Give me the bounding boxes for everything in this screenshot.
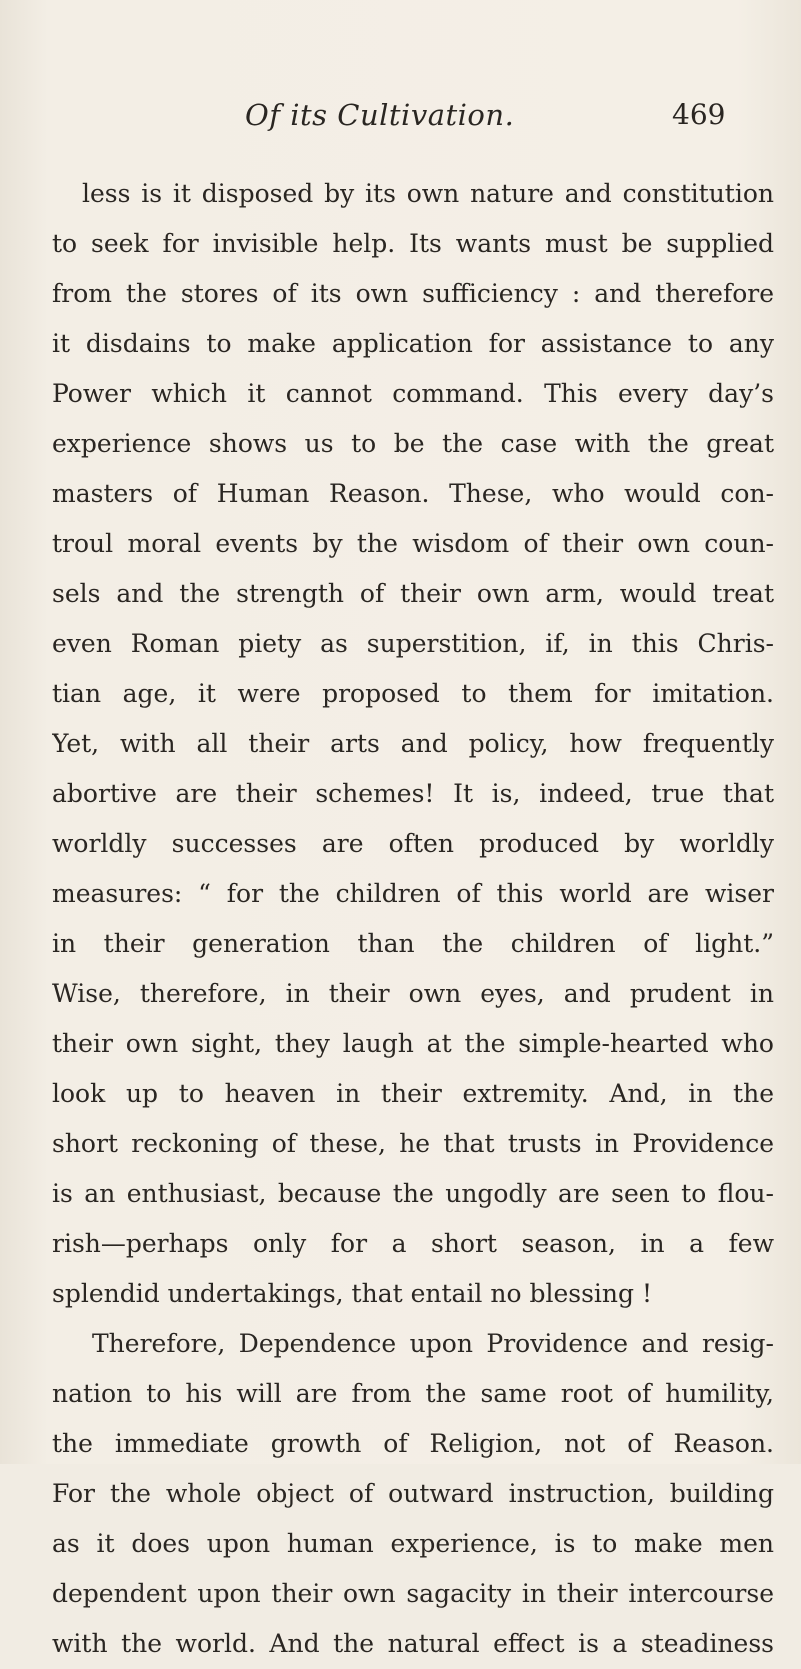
text-line: troul moral events by the wisdom of their own coun- xyxy=(52,529,774,558)
body-text xyxy=(52,169,774,1669)
text-line: from the stores of its own sufficiency : and therefore xyxy=(52,279,774,308)
text-line: masters of Human Reason. These, who would con- xyxy=(52,479,774,508)
text-line: Wise, therefore, in their own eyes, and prudent in xyxy=(52,979,774,1008)
text-line: dependent upon their own sagacity in their intercourse xyxy=(52,1579,774,1608)
text-line: Yet, with all their arts and policy, how frequently xyxy=(52,729,774,758)
text-line: short reckoning of these, he that trusts in Providence xyxy=(52,1129,774,1158)
text-line: sels and the strength of their own arm, would treat xyxy=(52,579,774,608)
running-title: Of its Cultivation. xyxy=(245,98,515,132)
text-line: to seek for invisible help. Its wants must be supplied xyxy=(52,229,774,258)
text-line: in their generation than the children of light.” xyxy=(52,929,774,958)
text-line: even Roman piety as superstition, if, in this Chris- xyxy=(52,629,774,658)
text-line: For the whole object of outward instruction, building xyxy=(52,1479,774,1508)
text-line: look up to heaven in their extremity. And, in the xyxy=(52,1079,774,1108)
page-number: 469 xyxy=(672,98,726,131)
text-line: abortive are their schemes! It is, indeed, true that xyxy=(52,779,774,808)
text-line: rish—perhaps only for a short season, in a few xyxy=(52,1229,774,1258)
running-head xyxy=(0,98,801,138)
text-line: is an enthusiast, because the ungodly are seen to flou- xyxy=(52,1179,774,1208)
text-line: with the world. And the natural effect is a steadiness xyxy=(52,1629,774,1658)
text-line: worldly successes are often produced by worldly xyxy=(52,829,774,858)
text-line: their own sight, they laugh at the simple-hearted who xyxy=(52,1029,774,1058)
text-line: nation to his will are from the same root of humility, xyxy=(52,1379,774,1408)
text-line: as it does upon human experience, is to make men xyxy=(52,1529,774,1558)
text-line: the immediate growth of Religion, not of Reason. xyxy=(52,1429,774,1458)
text-line: less is it disposed by its own nature and constitution xyxy=(82,179,774,208)
text-line: experience shows us to be the case with the great xyxy=(52,429,774,458)
text-line: Power which it cannot command. This every day’s xyxy=(52,379,774,408)
text-line: splendid undertakings, that entail no blessing ! xyxy=(52,1279,653,1308)
text-line: Therefore, Dependence upon Providence and resig- xyxy=(92,1329,774,1358)
text-line: measures: “ for the children of this world are wiser xyxy=(52,879,774,908)
text-line: tian age, it were proposed to them for imitation. xyxy=(52,679,774,708)
text-line: it disdains to make application for assistance to any xyxy=(52,329,774,358)
